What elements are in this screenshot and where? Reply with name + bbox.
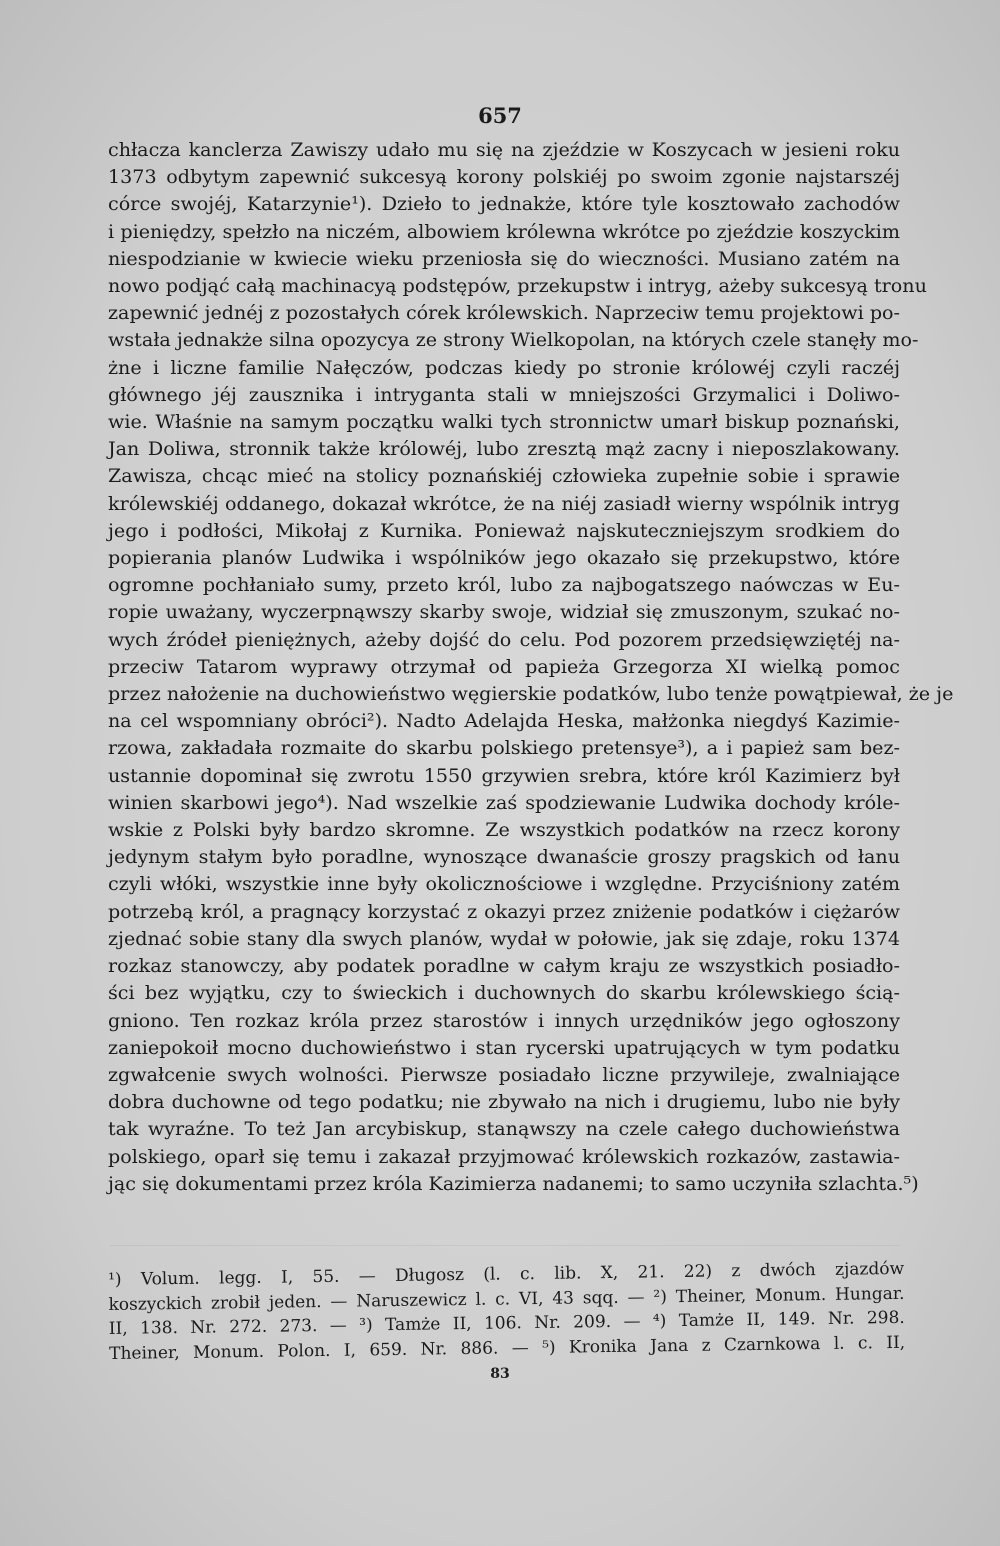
footnote-line: II, 138. Nr. 272. 273. — ³) Tamże II, 106. Nr. 209. — ⁴) Tamże II, 149. Nr. 298.	[108, 1308, 905, 1340]
text-line: rzowa, zakładała rozmaite do skarbu polskiego pretensye³), a i papież sam bez-	[108, 736, 900, 760]
footnote-line: Theiner, Monum. Polon. I, 659. Nr. 886. — ⁵) Kronika Jana z Czarnkowa l. c. II,	[109, 1332, 906, 1364]
text-line: ropie uważany, wyczerpnąwszy skarby swoje, widział się zmuszonym, szukać no-	[108, 600, 900, 624]
text-line: niespodzianie w kwiecie wieku przeniosła się do wieczności. Musiano zatém na	[108, 246, 900, 270]
text-line: dobra duchowne od tego podatku; nie zbywało na nich i drugiemu, lubo nie były	[108, 1090, 900, 1114]
text-line: 1373 odbytym zapewnić sukcesyą korony polskiéj po swoim zgonie najstarszéj	[108, 165, 900, 189]
text-line: tak wyraźne. To też Jan arcybiskup, stanąwszy na czele całego duchowieństwa	[108, 1117, 900, 1141]
signature-mark: 83	[490, 1366, 510, 1382]
text-line: gniono. Ten rozkaz króla przez starostów i innych urzędników jego ogłoszony	[108, 1008, 900, 1032]
text-line: jedynym stałym było poradlne, wynoszące dwanaście groszy pragskich od łanu	[108, 845, 900, 869]
footnote-line: koszyckich zrobił jeden. — Naruszewicz l. c. VI, 43 sqq. — ²) Theiner, Monum. Hungar.	[108, 1283, 905, 1315]
text-line: polskiego, oparł się temu i zakazał przyjmować królewskich rozkazów, zastawia-	[108, 1144, 900, 1168]
text-line: żne i liczne familie Nałęczów, podczas kiedy po stronie królowéj czyli raczéj	[108, 355, 900, 379]
text-line: zaniepokoił mocno duchowieństwo i stan rycerski upatrujących w tym podatku	[108, 1035, 900, 1059]
text-line: głównego jéj zausznika i intryganta stali w mniejszości Grzymalici i Doliwo-	[108, 382, 900, 406]
text-line: wie. Właśnie na samym początku walki tych stronnictw umarł biskup poznański,	[108, 410, 900, 434]
text-line: i pieniędzy, spełzło na niczém, albowiem królewna wkrótce po zjeździe koszyckim	[108, 219, 900, 243]
text-line: popierania planów Ludwika i wspólników jego okazało się przekupstwo, które	[108, 546, 900, 570]
main-text	[108, 136, 954, 1197]
text-line: nowo podjąć całą machinacyą podstępów, przekupstw i intryg, ażeby sukcesyą tronu	[108, 274, 927, 298]
text-line: wskie z Polski były bardzo skromne. Ze wszystkich podatków na rzecz korony	[108, 818, 900, 842]
text-line: ści bez wyjątku, czy to świeckich i duchownych do skarbu królewskiego ścią-	[108, 981, 900, 1005]
text-line: Jan Doliwa, stronnik także królowéj, lubo zresztą mąż zacny i nieposzlakowany.	[108, 437, 900, 461]
text-line: jego i podłości, Mikołaj z Kurnika. Ponieważ najskuteczniejszym srodkiem do	[108, 518, 900, 542]
text-line: na cel wspomniany obróci²). Nadto Adelajda Heska, małżonka niegdyś Kazimie-	[108, 709, 900, 733]
text-line: potrzebą król, a pragnący korzystać z okazyi przez zniżenie podatków i ciężarów	[108, 899, 900, 923]
text-line: zjednać sobie stany dla swych planów, wydał w połowie, jak się zdaje, roku 1374	[108, 926, 900, 950]
text-line: ogromne pochłaniało sumy, przeto król, lubo za najbogatszego naówczas w Eu-	[108, 573, 900, 597]
text-line: Zawisza, chcąc mieć na stolicy poznańskiéj człowieka zupełnie sobie i sprawie	[108, 464, 900, 488]
footnote-line: ¹) Volum. legg. I, 55. — Długosz (l. c. lib. X, 21. 22) z dwóch zjazdów	[108, 1258, 905, 1290]
footnote-separator	[110, 1245, 900, 1246]
text-line: jąc się dokumentami przez króla Kazimierza nadanemi; to samo uczyniła szlachta.⁵)	[108, 1171, 919, 1195]
page-number: 657	[478, 103, 522, 128]
text-line: przez nałożenie na duchowieństwo węgierskie podatków, lubo tenże powątpiewał, że je	[108, 682, 954, 706]
text-line: królewskiéj oddanego, dokazał wkrótce, że na niéj zasiadł wierny wspólnik intryg	[108, 491, 900, 515]
footnotes	[108, 1257, 905, 1366]
text-line: zgwałcenie swych wolności. Pierwsze posiadało liczne przywileje, zwalniające	[108, 1062, 900, 1086]
text-line: winien skarbowi jego⁴). Nad wszelkie zaś spodziewanie Ludwika dochody króle-	[108, 790, 900, 814]
text-line: przeciw Tatarom wyprawy otrzymał od papieża Grzegorza XI wielką pomoc	[108, 654, 900, 678]
text-line: czyli włóki, wszystkie inne były okolicznościowe i względne. Przyciśniony zatém	[108, 872, 900, 896]
text-line: wych źródeł pieniężnych, ażeby dojść do celu. Pod pozorem przedsięwziętéj na-	[108, 627, 900, 651]
text-line: ustannie dopominał się zwrotu 1550 grzywien srebra, które król Kazimierz był	[108, 763, 900, 787]
text-line: rozkaz stanowczy, aby podatek poradlne w całym kraju ze wszystkich posiadło-	[108, 954, 900, 978]
text-line: zapewnić jednéj z pozostałych córek królewskich. Naprzeciw temu projektowi po-	[108, 301, 900, 325]
text-line: wstała jednakże silna opozycya ze strony Wielkopolan, na których czele stanęły mo-	[108, 328, 919, 352]
text-line: chłacza kanclerza Zawiszy udało mu się na zjeździe w Koszycach w jesieni roku	[108, 138, 900, 161]
text-line: córce swojéj, Katarzynie¹). Dzieło to jednakże, które tyle kosztowało zachodów	[108, 192, 900, 216]
